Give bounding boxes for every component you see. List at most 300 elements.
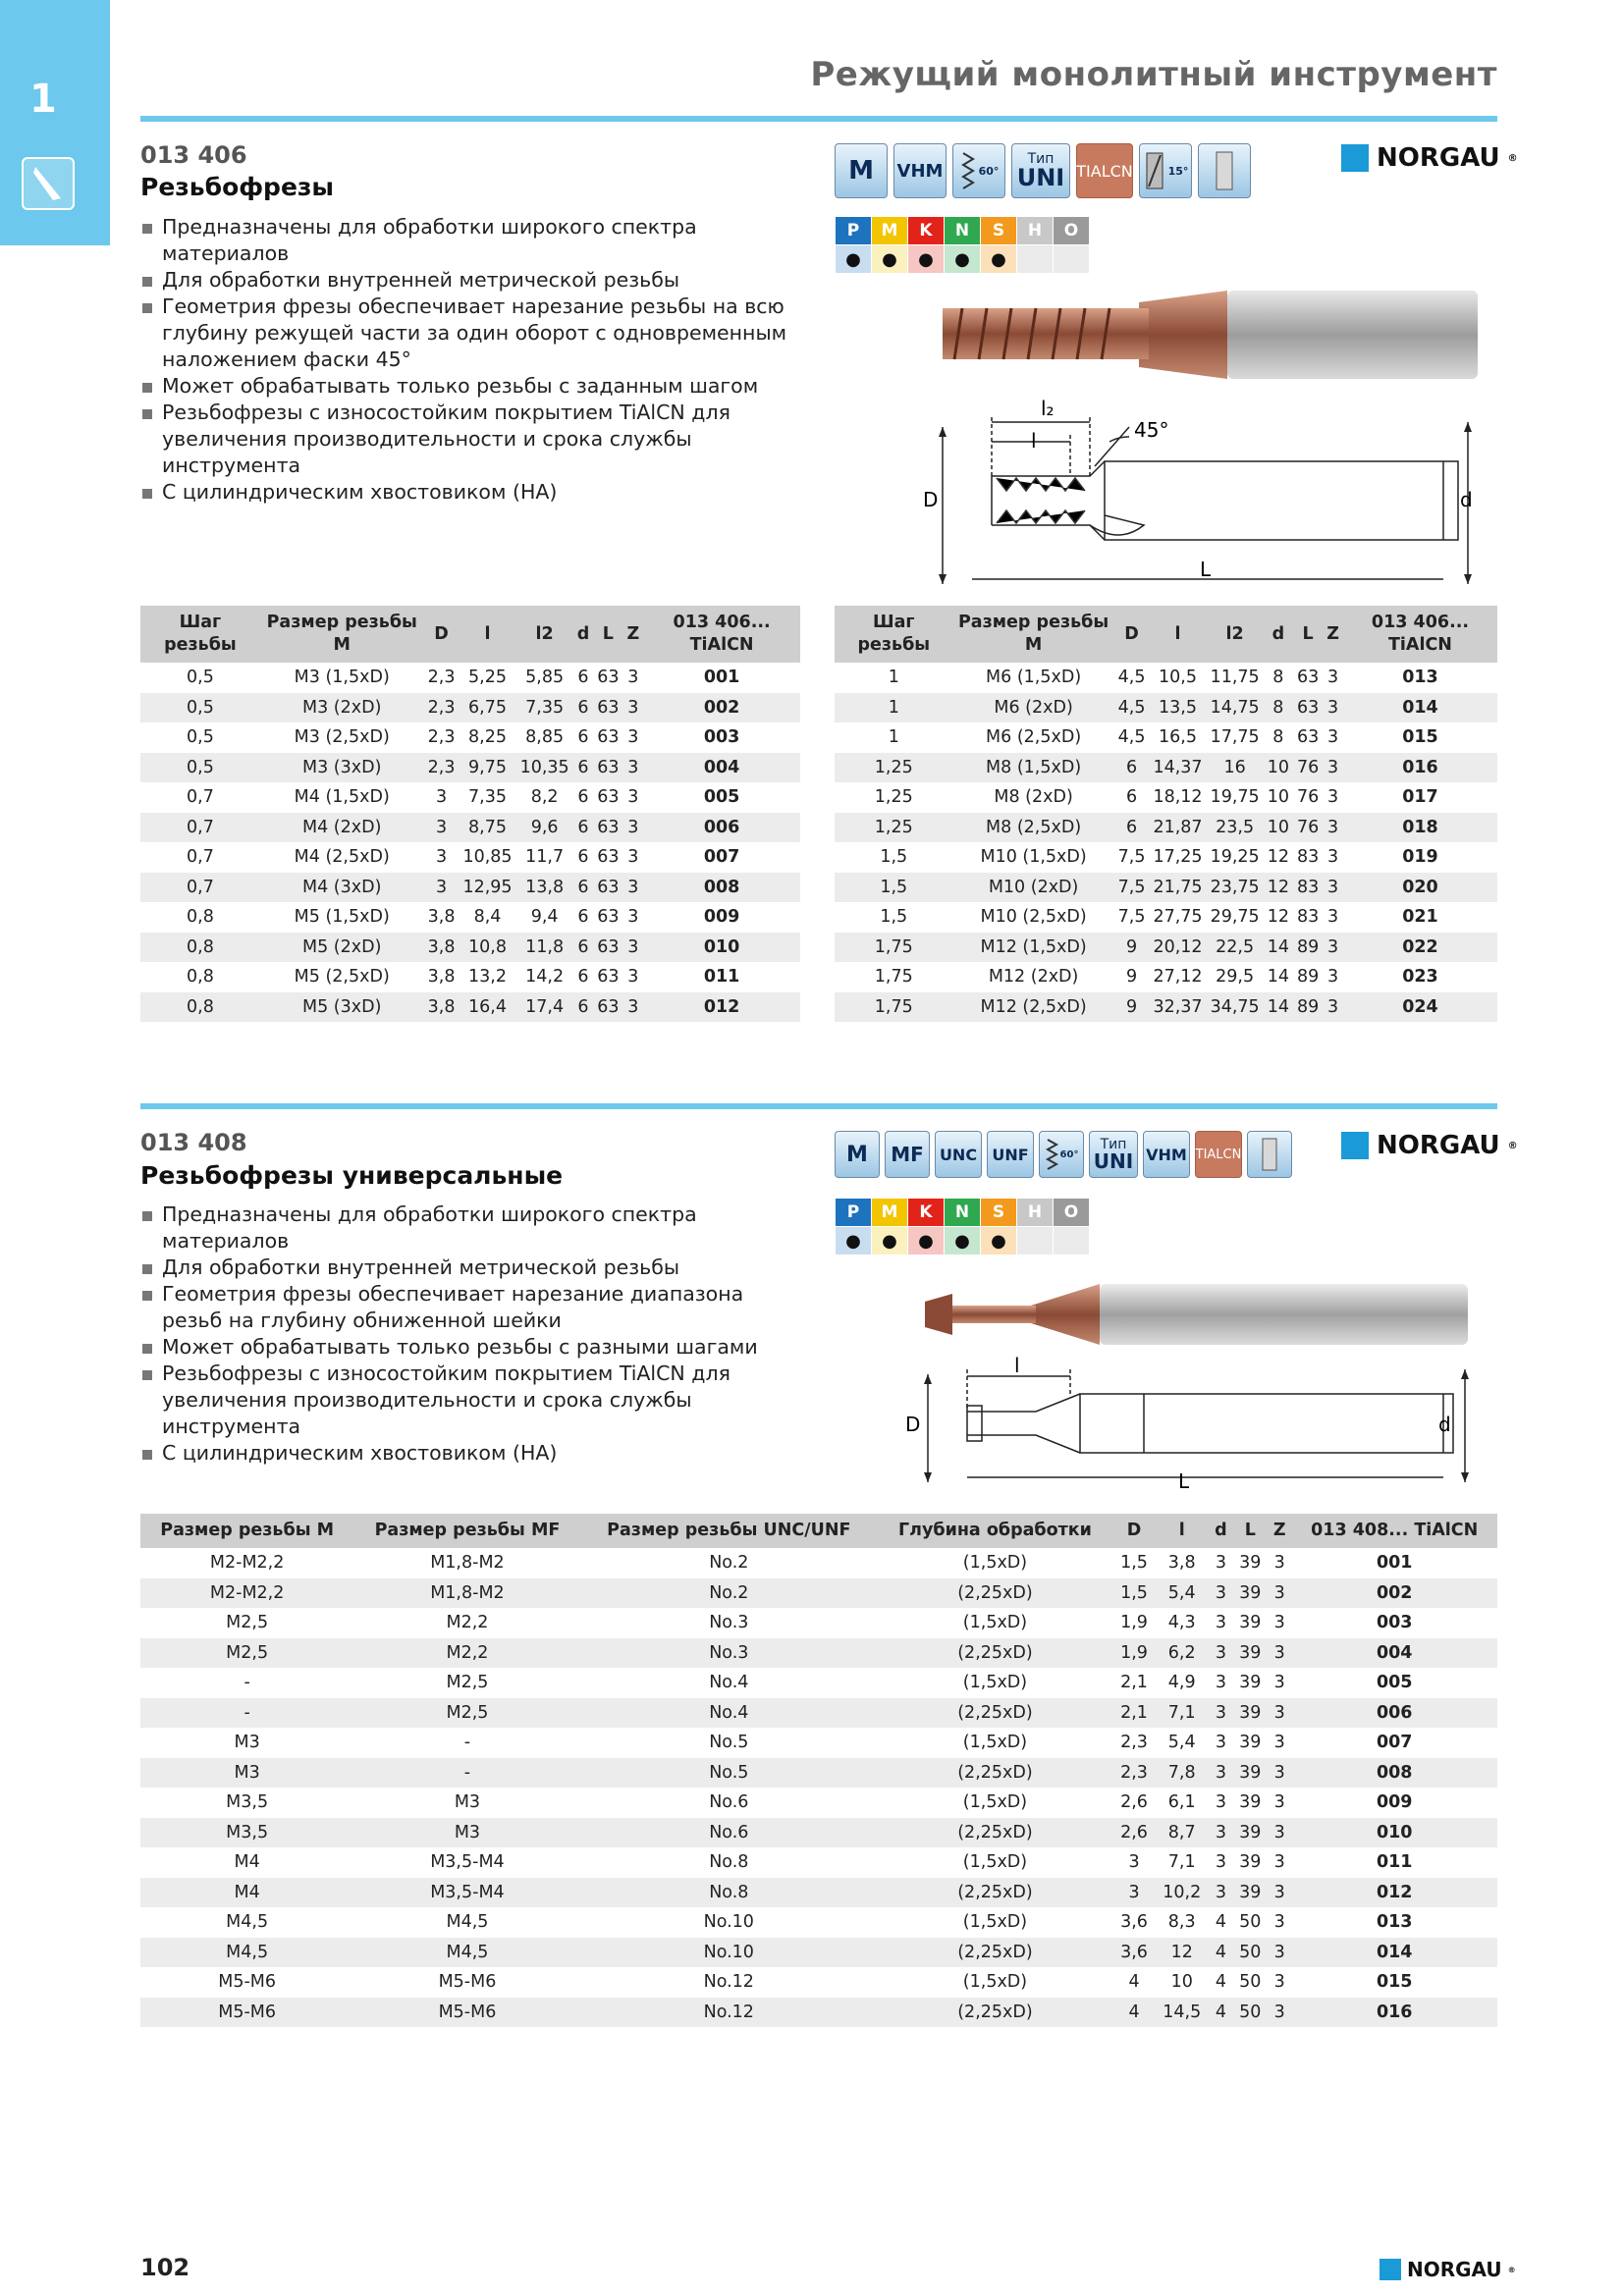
applicability-dot: ● (836, 245, 872, 274)
footer-logo: NORGAU ® (1380, 2258, 1516, 2281)
table-cell: 2,3 (424, 753, 460, 783)
table-cell: 0,8 (140, 992, 260, 1023)
table-row (140, 902, 800, 933)
table-cell: 39 (1232, 1698, 1268, 1729)
table-cell: 12 (1264, 873, 1293, 903)
table-cell: (2,25xD) (877, 1938, 1113, 1968)
table-cell: 63 (1296, 667, 1320, 688)
article-number-cell: 008 (1291, 1758, 1497, 1789)
table-cell: 3 (1273, 1792, 1285, 1813)
col-header: Z (1268, 1514, 1291, 1548)
table-cell: M5 (3xD) (260, 992, 424, 1023)
article-number-cell: 003 (703, 727, 740, 748)
table-cell: 3 (424, 813, 460, 843)
table-cell: 1,5 (835, 873, 953, 903)
table-cell: 13,8 (516, 873, 573, 903)
table-cell: (1,5xD) (962, 1912, 1028, 1933)
table-cell: 17,75 (1210, 727, 1260, 748)
article-number-cell: 012 (1291, 1878, 1497, 1908)
table-cell: 39 (1232, 1878, 1268, 1908)
table-cell: 3 (1273, 1673, 1285, 1693)
feature-item: Может обрабатывать только резьбы с заданным шагом (140, 373, 788, 400)
table-cell: 16,5 (1159, 727, 1197, 748)
table-cell: 3 (623, 873, 644, 903)
table-row (140, 722, 800, 753)
dim-L-label: L (1200, 558, 1212, 581)
table-cell: 7,5 (1117, 847, 1146, 868)
table-cell: 1,25 (835, 753, 953, 783)
table-cell: 2,6 (1120, 1792, 1148, 1813)
type-uni-icon: Тип UNI (1011, 143, 1070, 198)
table-cell: 1,9 (1113, 1638, 1155, 1669)
table-cell: 3 (1268, 1878, 1291, 1908)
table-cell: 27,12 (1153, 967, 1203, 988)
table-cell: M2-M2,2 (209, 1553, 285, 1574)
table-cell: 6,1 (1167, 1792, 1196, 1813)
table-cell: M3 (454, 1792, 481, 1813)
col-header: l (1155, 1514, 1209, 1548)
table-cell: 3 (1273, 1613, 1285, 1633)
applicability-dot (1017, 1227, 1054, 1255)
col-header: d (1209, 1514, 1232, 1548)
table-cell: 4 (1113, 1998, 1155, 2028)
table-row (835, 962, 1497, 992)
logo-square-icon (1341, 1132, 1369, 1159)
table-cell: 6 (1114, 813, 1150, 843)
material-n: N (945, 217, 981, 245)
table-cell: 14,75 (1207, 693, 1264, 723)
cylindrical-shank-icon (1198, 143, 1251, 198)
table-cell: M5-M6 (140, 1998, 353, 2028)
applicability-dot (1017, 245, 1054, 274)
table-cell: M3 (234, 1733, 260, 1753)
material-p: P (836, 217, 872, 245)
table-cell: M6 (2,5xD) (986, 727, 1082, 748)
table-cell: 83 (1296, 847, 1320, 868)
table-cell: M5-M6 (438, 1972, 497, 1993)
col-header: Шаг резьбы (835, 606, 953, 663)
table-row (835, 992, 1497, 1023)
type-uni-icon: Тип UNI (1089, 1131, 1138, 1178)
table-cell: 2,3 (427, 667, 456, 688)
table-row (140, 1878, 1497, 1908)
table-cell: 3 (1268, 1578, 1291, 1609)
table-cell: 10,85 (462, 847, 513, 868)
material-h: H (1017, 1199, 1054, 1227)
table-cell: 4 (1209, 1938, 1232, 1968)
table-cell: 3 (1273, 1972, 1285, 1993)
feature-item: Резьбофрезы с износостойким покрытием TiAlCN для увеличения производительности и срока службы инструмента (140, 1361, 788, 1440)
table-row (835, 933, 1497, 963)
feature-item: С цилиндрическим хвостовиком (HA) (140, 479, 788, 506)
section-rule (140, 1103, 1497, 1109)
product-code: 013 406 (140, 141, 247, 169)
table-cell: 76 (1293, 753, 1323, 783)
table-row (140, 663, 800, 693)
table-cell: 8 (1272, 667, 1284, 688)
table-cell: 4 (1209, 1998, 1232, 2028)
table-cell: 39 (1232, 1578, 1268, 1609)
table-cell: M2,5 (446, 1673, 489, 1693)
table-row (835, 813, 1497, 843)
table-cell: 1 (835, 693, 953, 723)
material-k: K (908, 1199, 945, 1227)
table-cell: 6 (573, 992, 594, 1023)
table-cell: 23,5 (1207, 813, 1264, 843)
table-cell: 39 (1239, 1733, 1262, 1753)
table-row (140, 992, 800, 1023)
table-cell: M10 (1,5xD) (980, 847, 1087, 868)
article-number-cell: 002 (643, 693, 800, 723)
table-cell: (1,5xD) (962, 1673, 1028, 1693)
spec-table-left (140, 606, 800, 1022)
col-header: L (1293, 606, 1323, 663)
table-cell: 29,75 (1210, 907, 1260, 928)
table-cell: 14,2 (525, 967, 565, 988)
table-cell: 1,5 (1113, 1578, 1155, 1609)
table-cell: 3 (1215, 1733, 1226, 1753)
table-cell: M8 (1,5xD) (953, 753, 1114, 783)
table-cell: 2,3 (1113, 1758, 1155, 1789)
table-cell: No.8 (709, 1852, 749, 1873)
table-row (835, 693, 1497, 723)
article-number-cell: 011 (703, 967, 740, 988)
article-number-cell: 010 (643, 933, 800, 963)
table-cell: 3 (1209, 1818, 1232, 1848)
col-header: Z (623, 606, 644, 663)
material-m: M (872, 1199, 908, 1227)
feature-item: Для обработки внутренней метрической резьбы (140, 1255, 788, 1281)
table-cell: 3 (1209, 1638, 1232, 1669)
table-cell: 4,5 (1117, 727, 1146, 748)
table-cell: 7,35 (516, 693, 573, 723)
coating-icon: TIALCN (1076, 143, 1133, 198)
table-cell: 0,8 (187, 907, 214, 928)
table-cell: - (463, 1733, 471, 1753)
table-cell: 3 (1327, 907, 1339, 928)
table-cell: 3 (1327, 667, 1339, 688)
table-row (835, 722, 1497, 753)
table-cell: 63 (593, 813, 622, 843)
table-cell: 63 (593, 873, 622, 903)
table-cell: 50 (1239, 1912, 1262, 1933)
table-cell: 8,7 (1155, 1818, 1209, 1848)
table-cell: 6 (573, 813, 594, 843)
table-cell: 2,3 (427, 727, 456, 748)
table-cell: 4,5 (1114, 693, 1150, 723)
table-cell: 3 (1323, 813, 1343, 843)
table-cell: (2,25xD) (877, 1998, 1113, 2028)
table-cell: M4 (2,5xD) (294, 847, 390, 868)
table-cell: 9 (1114, 933, 1150, 963)
table-cell: 50 (1239, 1972, 1262, 1993)
table-cell: 3 (1273, 1912, 1285, 1933)
table-cell: M3 (3xD) (260, 753, 424, 783)
table-cell: 9 (1114, 992, 1150, 1023)
table-cell: 3 (1323, 693, 1343, 723)
table-row (140, 1758, 1497, 1789)
table-cell: 39 (1232, 1758, 1268, 1789)
article-number-cell: 016 (1343, 753, 1497, 783)
col-header: Размер резьбы UNC/UNF (581, 1514, 877, 1548)
table-cell: M3,5-M4 (353, 1878, 580, 1908)
table-cell: 3 (424, 873, 460, 903)
table-cell: 21,75 (1149, 873, 1206, 903)
table-cell: No.2 (581, 1578, 877, 1609)
table-cell: 10 (1264, 813, 1293, 843)
table-cell: M3 (2xD) (260, 693, 424, 723)
applicability-dot: ● (945, 245, 981, 274)
table-cell: 83 (1296, 907, 1320, 928)
feature-item: Может обрабатывать только резьбы с разными шагами (140, 1334, 788, 1361)
table-cell: 16,4 (459, 992, 515, 1023)
col-header: Шаг резьбы (140, 606, 260, 663)
table-cell: 4,3 (1167, 1613, 1196, 1633)
table-cell: 7,1 (1155, 1698, 1209, 1729)
col-header: Размер резьбы MF (353, 1514, 580, 1548)
col-header: Размер резьбы M (953, 606, 1114, 663)
table-cell: No.4 (581, 1698, 877, 1729)
table-cell: No.2 (709, 1553, 749, 1574)
table-cell: 39 (1239, 1792, 1262, 1813)
table-cell: M4,5 (353, 1938, 580, 1968)
table-cell: 1,25 (874, 787, 913, 808)
carbide-icon: VHM (893, 143, 947, 198)
material-table (835, 216, 1090, 274)
logo-square-icon (1380, 2259, 1401, 2280)
table-cell: M4,5 (446, 1912, 489, 1933)
table-cell: 22,5 (1207, 933, 1264, 963)
metric-thread-icon: M (835, 1131, 880, 1178)
table-cell: 3 (1273, 1852, 1285, 1873)
table-cell: 63 (597, 787, 620, 808)
table-cell: 89 (1293, 992, 1323, 1023)
table-cell: 7,5 (1117, 907, 1146, 928)
norgau-logo: NORGAU ® (1341, 143, 1518, 173)
table-cell: 8,75 (459, 813, 515, 843)
table-cell: 14 (1264, 933, 1293, 963)
article-number-cell: 017 (1402, 787, 1438, 808)
table-row (140, 1668, 1497, 1698)
article-number-cell: 003 (1376, 1613, 1413, 1633)
spec-table-right (835, 606, 1497, 1022)
table-cell: M3,5 (140, 1818, 353, 1848)
table-row (835, 873, 1497, 903)
chapter-number: 1 (29, 77, 57, 122)
article-number-cell: 020 (1343, 873, 1497, 903)
col-header: D (1114, 606, 1150, 663)
article-number-cell: 016 (1291, 1998, 1497, 2028)
table-cell: 6 (577, 907, 589, 928)
applicability-dot: ● (945, 1227, 981, 1255)
unf-icon: UNF (987, 1131, 1034, 1178)
table-cell: 3 (1268, 1698, 1291, 1729)
table-cell: M2,2 (446, 1613, 489, 1633)
table-cell: 6 (573, 753, 594, 783)
material-m: M (872, 217, 908, 245)
table-cell: 63 (597, 907, 620, 928)
table-cell: 10,35 (516, 753, 573, 783)
table-cell: 8,25 (468, 727, 507, 748)
table-cell: 3,8 (1167, 1553, 1196, 1574)
product-title: Резьбофрезы универсальные (140, 1161, 564, 1190)
table-cell: 39 (1232, 1818, 1268, 1848)
tool-drawing (905, 1354, 1483, 1493)
article-number-cell: 021 (1402, 907, 1438, 928)
table-cell: M10 (2,5xD) (980, 907, 1087, 928)
table-cell: 9,4 (530, 907, 559, 928)
table-cell: 11,8 (516, 933, 573, 963)
table-cell: 3 (1327, 847, 1339, 868)
table-cell: 1,75 (835, 933, 953, 963)
table-cell: (1,5xD) (962, 1553, 1028, 1574)
table-cell: 50 (1232, 1938, 1268, 1968)
col-header: Размер резьбы M (140, 1514, 353, 1548)
table-cell: No.5 (581, 1758, 877, 1789)
table-cell: 2,1 (1113, 1698, 1155, 1729)
table-row (140, 813, 800, 843)
table-cell: 9 (1125, 967, 1138, 988)
feature-item: Предназначены для обработки широкого спектра материалов (140, 214, 788, 267)
col-header: L (593, 606, 622, 663)
table-cell: 3 (627, 907, 639, 928)
table-cell: 50 (1232, 1998, 1268, 2028)
table-cell: 14 (1264, 992, 1293, 1023)
applicability-dot (1054, 1227, 1090, 1255)
article-number-cell: 018 (1343, 813, 1497, 843)
thread-angle-icon: 60° (1039, 1131, 1084, 1178)
table-cell: 1,5 (880, 907, 908, 928)
thread-angle-icon: 60° (952, 143, 1005, 198)
table-cell: M3 (140, 1758, 353, 1789)
table-cell: 6 (573, 693, 594, 723)
article-number-cell: 005 (1376, 1673, 1413, 1693)
feature-item: Резьбофрезы с износостойким покрытием TiAlCN для увеличения производительности и срока службы инструмента (140, 400, 788, 479)
table-cell: 2,1 (1120, 1673, 1148, 1693)
col-header: L (1232, 1514, 1268, 1548)
table-cell: M4 (2xD) (260, 813, 424, 843)
feature-item: С цилиндрическим хвостовиком (HA) (140, 1440, 788, 1467)
table-cell: (1,5xD) (962, 1613, 1028, 1633)
article-number-cell: 022 (1343, 933, 1497, 963)
article-number-cell: 005 (703, 787, 740, 808)
table-cell: No.12 (581, 1998, 877, 2028)
table-cell: M6 (2xD) (953, 693, 1114, 723)
table-cell: 83 (1293, 873, 1323, 903)
table-cell: 2,6 (1113, 1818, 1155, 1848)
table-cell: 10,5 (1159, 667, 1197, 688)
table-cell: 63 (593, 992, 622, 1023)
cylindrical-shank-icon (1247, 1131, 1292, 1178)
feature-item: Геометрия фрезы обеспечивает нарезание резьбы на всю глубину режущей части за один оборот с одновременным наложением фаски 45° (140, 294, 788, 373)
table-cell: 10 (1170, 1972, 1193, 1993)
table-cell: 3 (623, 753, 644, 783)
table-cell: 3 (1273, 1553, 1285, 1574)
dim-D-label: D (923, 488, 939, 511)
unc-icon: UNC (935, 1131, 982, 1178)
table-cell: 5,25 (468, 667, 507, 688)
applicability-dot: ● (981, 1227, 1017, 1255)
table-cell: 89 (1293, 933, 1323, 963)
article-number-cell: 010 (1291, 1818, 1497, 1848)
applicability-dot: ● (908, 1227, 945, 1255)
table-cell: 12 (1267, 907, 1289, 928)
table-cell: 3 (627, 967, 639, 988)
table-cell: M12 (2,5xD) (953, 992, 1114, 1023)
table-cell: No.3 (581, 1638, 877, 1669)
table-cell: 4 (1215, 1972, 1226, 1993)
col-header: 013 406... TiAlCN (1343, 606, 1497, 663)
table-cell: 63 (593, 933, 622, 963)
col-header: D (1113, 1514, 1155, 1548)
table-row (835, 902, 1497, 933)
table-cell: 3 (627, 667, 639, 688)
table-cell: 3 (435, 787, 448, 808)
article-number-cell: 009 (1376, 1792, 1413, 1813)
table-cell: 6 (577, 727, 589, 748)
tool-photo (933, 281, 1483, 389)
table-cell: 19,75 (1210, 787, 1260, 808)
table-cell: 3,8 (424, 992, 460, 1023)
table-cell: 19,25 (1210, 847, 1260, 868)
product-code: 013 408 (140, 1129, 247, 1156)
table-row (140, 1578, 1497, 1609)
article-number-cell: 015 (1376, 1972, 1413, 1993)
carbide-icon: VHM (1143, 1131, 1190, 1178)
table-cell: 3 (1323, 933, 1343, 963)
table-cell: 11,75 (1210, 667, 1260, 688)
table-cell: - (243, 1673, 250, 1693)
table-cell: 0,8 (187, 967, 214, 988)
table-row (835, 663, 1497, 693)
table-cell: M4 (140, 1878, 353, 1908)
table-cell: M4 (3xD) (260, 873, 424, 903)
table-cell: 1,5 (880, 847, 908, 868)
table-cell: 3,6 (1113, 1938, 1155, 1968)
table-cell: 9,75 (459, 753, 515, 783)
table-cell: M4 (1,5xD) (294, 787, 390, 808)
material-o: O (1054, 217, 1090, 245)
table-cell: 20,12 (1149, 933, 1206, 963)
table-cell: 18,12 (1153, 787, 1203, 808)
table-cell: M4,5 (226, 1912, 269, 1933)
table-cell: 2,3 (424, 693, 460, 723)
table-cell: No.3 (709, 1613, 749, 1633)
table-cell: 10,8 (459, 933, 515, 963)
article-number-cell: 013 (1402, 667, 1438, 688)
table-cell: 32,37 (1149, 992, 1206, 1023)
feature-list (140, 1201, 788, 1467)
table-cell: 3,6 (1120, 1912, 1148, 1933)
table-cell: 1,75 (874, 967, 913, 988)
material-o: O (1054, 1199, 1090, 1227)
table-cell: 6 (573, 933, 594, 963)
article-number-cell: 015 (1402, 727, 1438, 748)
property-icons (835, 1131, 1292, 1178)
table-row (140, 873, 800, 903)
table-cell: 76 (1293, 813, 1323, 843)
table-cell: M2-M2,2 (140, 1578, 353, 1609)
table-cell: 3 (627, 847, 639, 868)
table-cell: 10 (1264, 753, 1293, 783)
feature-item: Для обработки внутренней метрической резьбы (140, 267, 788, 294)
table-cell: 0,5 (140, 693, 260, 723)
table-row (140, 1967, 1497, 1998)
applicability-dot: ● (981, 245, 1017, 274)
tool-drawing (923, 397, 1492, 594)
col-header: d (573, 606, 594, 663)
table-row (140, 753, 800, 783)
